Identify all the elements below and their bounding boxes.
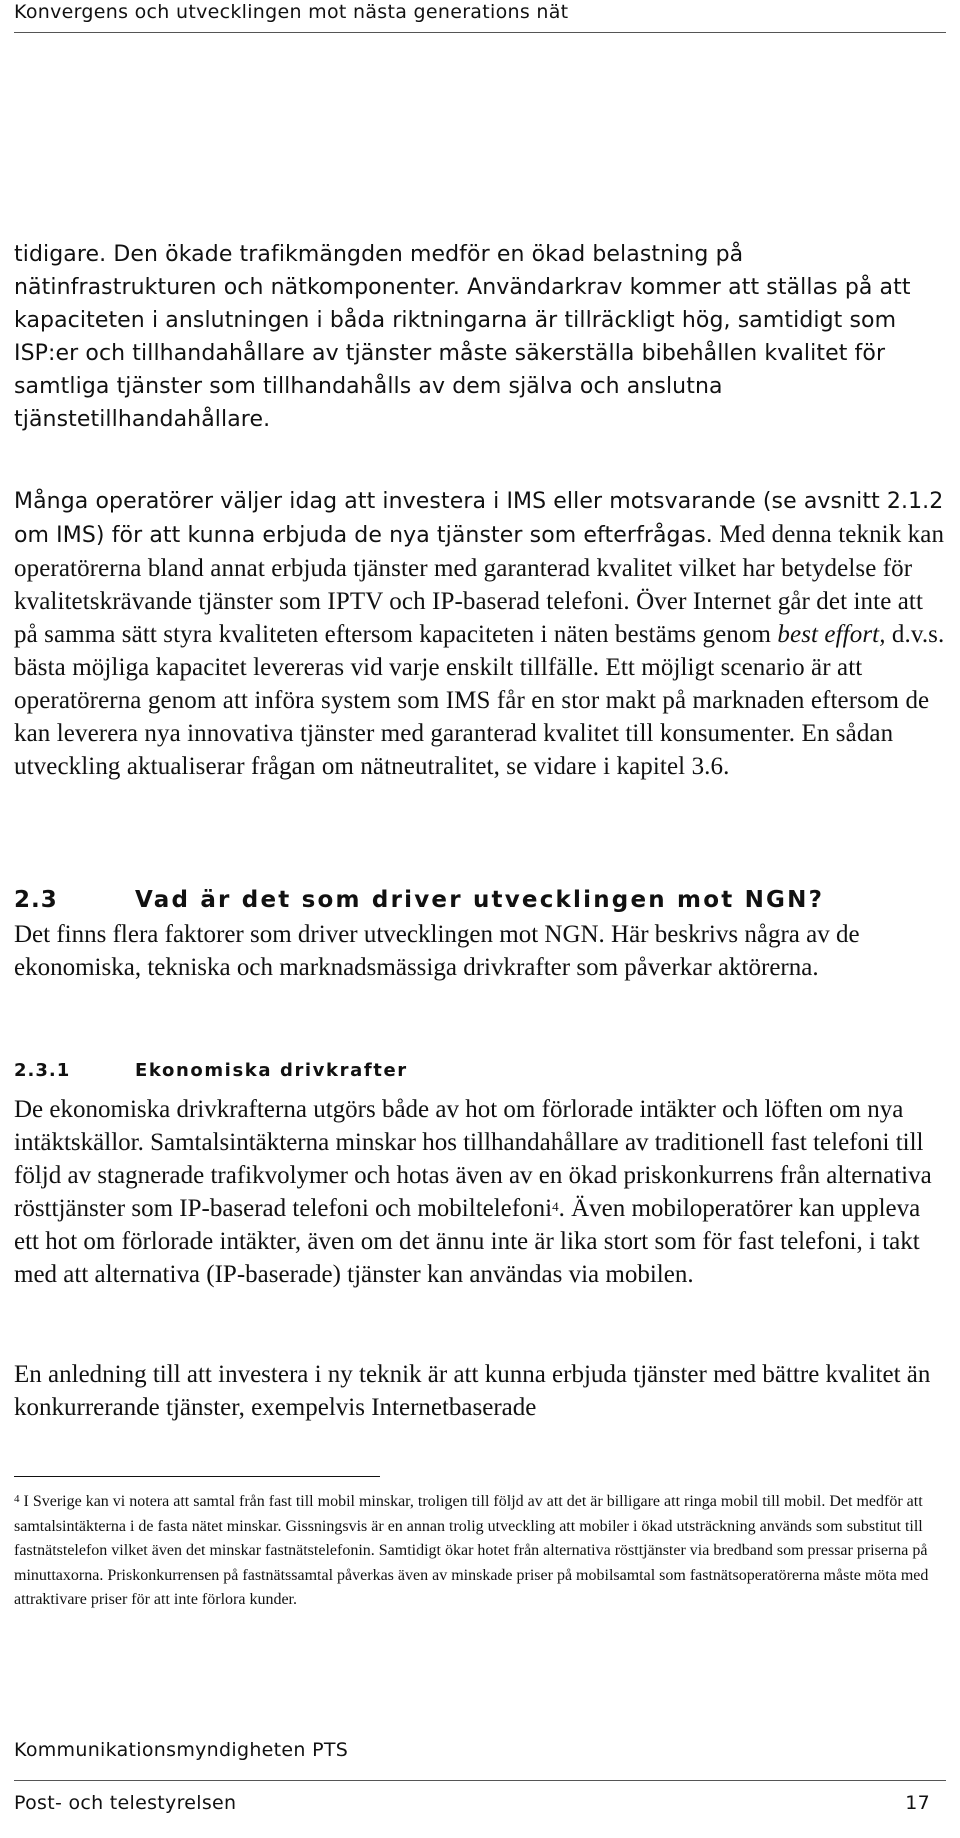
publisher-name: Kommunikationsmyndigheten PTS xyxy=(14,1739,349,1761)
footnote-4 xyxy=(14,1490,946,1613)
running-header-title: Konvergens och utvecklingen mot nästa generations nät xyxy=(14,1,569,23)
footnote-reference[interactable]: 4 xyxy=(552,1199,559,1214)
paragraph-2 xyxy=(14,484,946,783)
section-2-3-1-heading xyxy=(14,1058,946,1084)
section-2-3-body: Det finns flera faktorer som driver utvecklingen mot NGN. Här beskrivs några av de ekonomiska, tekniska och marknadsmässiga drivkrafter som påverkar aktörerna. xyxy=(14,921,860,981)
running-header xyxy=(14,0,946,33)
page-number: 17 xyxy=(905,1792,930,1814)
footnote-marker: 4 xyxy=(14,1493,20,1505)
footnote-text: I Sverige kan vi notera att samtal från fast till mobil minskar, troligen till följd av att det är billigare att ringa mobil till mobil. Det medför att samtalsintäkterna i de fasta nätet minskar. Gissningsvis är en annan trolig utveckling att mobiler i ökad utsträckning används som substitut till fastnätstelefon vilket även det minskar fastnätstelefonin. Samtidigt ökar hotet från alternativa rösttjänster via bredband som pressar priserna på minuttaxorna. Priskonkurrensen på fastnätssamtal påverkas även av minskade priser på mobilsamtal som fastnätsoperatörerna måste möta med attraktivare priser för att inte förlora kunder. xyxy=(14,1493,929,1608)
paragraph-2-serif-text-end: d.v.s. bästa möjliga kapacitet levereras vid varje enskilt tillfälle. Ett möjligt scenario är att operatörerna genom att införa system som IMS får en stor makt på marknaden eftersom de kan leverera nya innovativa tjänster med garanterad kvalitet till konsumenter. En sådan utveckling aktualiserar frågan om nätneutralitet, se vidare i kapitel 3.6. xyxy=(14,621,945,780)
page-footer xyxy=(14,1780,946,1815)
section-2-3-heading xyxy=(14,885,946,915)
section-2-3-1-body-2: En anledning till att investera i ny teknik är att kunna erbjuda tjänster med bättre kvalitet än konkurrerande tjänster, exempelvis Internetbaserade xyxy=(14,1361,931,1421)
paragraph-2-italic-term: best effort, xyxy=(777,621,886,648)
footnote-divider xyxy=(14,1476,380,1477)
section-2-3-1-number: 2.3.1 xyxy=(14,1060,71,1081)
footer-organization: Post- och telestyrelsen xyxy=(14,1792,237,1814)
section-2-3-1-text: De ekonomiska drivkrafterna utgörs både av hot om förlorade intäkter och löften om nya intäktskällor. Samtalsintäkterna minskar hos tillhandahållare av traditionell fast telefoni till följd av stagnerade trafikvolymer och hotas även av en ökad priskonkurrens från alternativa rösttjänster som IP-baserad telefoni och mobiltelefoni xyxy=(14,1096,932,1222)
section-2-3-1-text-cont: . Även mobiloperatörer kan uppleva ett hot om förlorade intäkter, även om det ännu inte är lika stort som för fast telefoni, i takt med att alternativa (IP-baserade) tjänster kan användas via mobilen. xyxy=(14,1195,921,1288)
paragraph-2-sans-text: Många operatörer väljer idag att investera i IMS eller motsvarande (se avsnitt 2.1.2 om IMS) för att kunna erbjuda de nya tjänster som efterfrågas. xyxy=(14,489,944,548)
section-2-3-number: 2.3 xyxy=(14,887,58,913)
section-2-3-1-title: Ekonomiska drivkrafter xyxy=(135,1060,408,1081)
section-2-3-1-body xyxy=(14,1093,946,1291)
section-2-3-title: Vad är det som driver utvecklingen mot NGN? xyxy=(135,887,825,913)
paragraph-1: tidigare. Den ökade trafikmängden medför en ökad belastning på nätinfrastrukturen och nätkomponenter. Användarkrav kommer att ställas på att kapaciteten i anslutningen i båda riktningarna är tillräckligt hög, samtidigt som ISP:er och tillhandahållare av tjänster måste säkerställa bibehållen kvalitet för samtliga tjänster som tillhandahålls av dem själva och anslutna tjänstetillhandahållare. xyxy=(14,242,911,432)
paragraph-2-serif-text: Med denna teknik kan operatörerna bland annat erbjuda tjänster med garanterad kvalitet vilket har betydelse för kvalitetskrävande tjänster som IPTV och IP-baserad telefoni. Över Internet går det inte att på samma sätt styra kvaliteten eftersom kapaciteten i näten bestäms genom xyxy=(14,521,945,648)
